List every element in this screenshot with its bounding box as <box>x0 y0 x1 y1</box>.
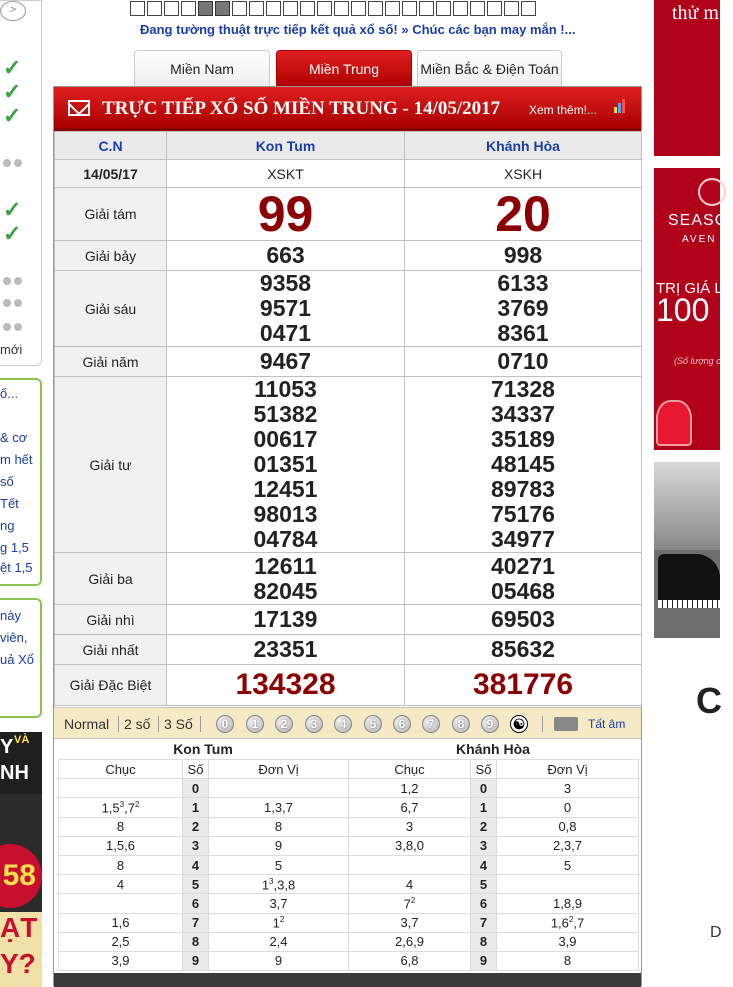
digit-ball-8[interactable]: 8 <box>452 715 470 733</box>
pager-square[interactable] <box>249 1 264 16</box>
chart-icon[interactable] <box>614 99 626 113</box>
loto-don-vi: 2,3,7 <box>497 836 639 855</box>
prize-value: 9467 <box>167 347 405 377</box>
loto-header-row <box>349 760 639 779</box>
pager-square[interactable] <box>317 1 332 16</box>
results-table <box>54 131 642 706</box>
prize-value: 69503 <box>405 605 642 635</box>
jackpot-value: 134328 <box>167 665 405 706</box>
pager-square[interactable] <box>266 1 281 16</box>
jackpot-value: 381776 <box>405 665 642 706</box>
loto-so: 2 <box>471 817 497 836</box>
pager-square[interactable] <box>521 1 536 16</box>
prize-value: 3769 <box>497 295 549 321</box>
prize-row-g6 <box>55 271 642 347</box>
piano-icon <box>658 554 720 602</box>
loto-chuc: 1,6 <box>59 913 183 932</box>
prize-label: Giải sáu <box>55 271 167 347</box>
prize-value: 663 <box>167 241 405 271</box>
prize-label: Giải ba <box>55 553 167 605</box>
loto-row <box>349 894 639 913</box>
loto-title-khanh-hoa: Khánh Hòa <box>456 741 530 757</box>
pager-square[interactable] <box>300 1 315 16</box>
loto-row <box>59 932 349 951</box>
loto-title-kon-tum: Kon Tum <box>173 741 233 757</box>
ad-text: SEASO <box>668 212 729 229</box>
prize-row-g4 <box>55 377 642 553</box>
pager-square[interactable] <box>147 1 162 16</box>
ad-text: (Số lượng c <box>674 356 721 366</box>
prize-value: 34337 <box>491 401 555 427</box>
pager-square[interactable] <box>402 1 417 16</box>
dots-indicator <box>0 299 25 307</box>
loto-don-vi: 8 <box>497 951 639 970</box>
loto-chuc: 2,5 <box>59 932 183 951</box>
prize-value: 40271 <box>491 552 555 579</box>
ad-text: VÀ <box>14 734 30 746</box>
loto-row <box>59 894 349 913</box>
ad-text: C <box>696 680 722 721</box>
loto-so: 7 <box>183 913 209 932</box>
prize-label: Giải Đặc Biệt <box>55 665 167 706</box>
pager-square[interactable] <box>470 1 485 16</box>
digit-ball-5[interactable]: 5 <box>364 715 382 733</box>
loto-don-vi: 1,8,9 <box>497 894 639 913</box>
pager-square[interactable] <box>385 1 400 16</box>
news-link[interactable]: ệt 1,5 <box>0 560 33 575</box>
col-so: Số <box>183 760 209 779</box>
prize-value: 6133 <box>497 270 549 296</box>
loto-so: 5 <box>183 875 209 894</box>
loto-chuc: 3,9 <box>59 951 183 970</box>
loto-row <box>59 951 349 970</box>
left-menu-box <box>0 0 42 366</box>
ad-text: ẠT <box>0 912 38 943</box>
digit-ball-3[interactable]: 3 <box>305 715 323 733</box>
news-link[interactable]: uả Xổ <box>0 652 34 667</box>
loto-don-vi: 3,9 <box>497 932 639 951</box>
pager-square[interactable] <box>436 1 451 16</box>
toolbar-divider <box>200 716 201 732</box>
pager-square[interactable] <box>164 1 179 16</box>
prize-values <box>405 271 642 347</box>
prize-value: 23351 <box>167 635 405 665</box>
dots-indicator <box>0 159 25 167</box>
loto-don-vi: $1,6^2,7$ <box>497 913 639 932</box>
loto-don-vi: $1^3,3,8$ <box>209 875 349 894</box>
prize-label: Giải nhất <box>55 635 167 665</box>
loto-table-kon-tum <box>58 759 349 971</box>
table-subheader-row <box>55 160 642 188</box>
prize-value: 05468 <box>491 577 555 604</box>
tab-mien-nam[interactable]: Miền Nam <box>134 50 270 86</box>
prize-value: 75176 <box>491 501 555 527</box>
result-pager <box>130 1 538 16</box>
loto-don-vi: 5 <box>497 855 639 874</box>
pager-square[interactable] <box>487 1 502 16</box>
ad-text: D <box>710 924 722 941</box>
col-chuc: Chục <box>59 760 183 779</box>
prize-label: Giải năm <box>55 347 167 377</box>
prize-row-g3 <box>55 553 642 605</box>
loto-chuc: 3 <box>349 817 471 836</box>
ad-footer <box>0 912 42 987</box>
loto-chuc: 8 <box>59 817 183 836</box>
loto-chuc: 6,8 <box>349 951 471 970</box>
loto-so: 0 <box>471 779 497 798</box>
loto-don-vi: $1^2$ <box>209 913 349 932</box>
ad-header <box>0 732 42 794</box>
ad-text: 100 <box>656 292 710 328</box>
pager-square[interactable] <box>453 1 468 16</box>
tab-mien-trung[interactable]: Miền Trung <box>276 50 412 86</box>
prize-value: 01351 <box>253 451 318 477</box>
prize-row-g5 <box>55 347 642 377</box>
loto-so: 2 <box>183 817 209 836</box>
prize-value: 17139 <box>167 605 405 635</box>
prize-value: 9571 <box>259 295 312 321</box>
code-kon-tum: XSKT <box>167 160 405 188</box>
digit-ball-2[interactable]: 2 <box>275 715 293 733</box>
option-3-so[interactable]: 3 Số <box>164 716 193 732</box>
pager-square[interactable] <box>130 1 145 16</box>
loto-row <box>349 855 639 874</box>
option-normal[interactable]: Normal <box>64 716 110 732</box>
loto-so: 8 <box>471 932 497 951</box>
news-link[interactable]: g 1,5 <box>0 540 29 555</box>
loto-row <box>59 779 349 798</box>
check-icon: ✓ <box>3 79 22 104</box>
col-don-vi: Đơn Vị <box>209 760 349 779</box>
loto-don-vi: 2,4 <box>209 932 349 951</box>
left-sidebar <box>0 0 44 987</box>
loto-don-vi <box>497 875 639 894</box>
loto-so: 3 <box>471 836 497 855</box>
loto-chuc <box>59 894 183 913</box>
loto-so: 6 <box>183 894 209 913</box>
loto-chuc: 4 <box>59 875 183 894</box>
prize-value: 8361 <box>497 320 549 346</box>
header-khanh-hoa[interactable]: Khánh Hòa <box>405 132 642 160</box>
col-so: Số <box>471 760 497 779</box>
ad-image <box>654 462 720 550</box>
col-chuc: Chục <box>349 760 471 779</box>
loto-row <box>59 798 349 817</box>
digit-ball-7[interactable]: 7 <box>422 715 440 733</box>
prize-value: 12451 <box>253 476 318 502</box>
filter-toolbar <box>54 707 641 739</box>
loto-chuc: $7^2$ <box>349 894 471 913</box>
prize-row-g7 <box>55 241 642 271</box>
loto-row <box>59 855 349 874</box>
prize-label: Giải tám <box>55 188 167 241</box>
prize-row-g2 <box>55 605 642 635</box>
draw-date: 14/05/17 <box>55 160 167 188</box>
gift-icon <box>656 400 692 446</box>
news-link[interactable]: viên, <box>0 630 28 645</box>
prize-values <box>405 553 642 605</box>
loto-don-vi: 0,8 <box>497 817 639 836</box>
loto-so: 9 <box>471 951 497 970</box>
prize-value: 0471 <box>259 320 312 346</box>
news-link[interactable]: & cơ <box>0 430 28 445</box>
prize-value: 99 <box>167 188 405 241</box>
prize-value: 51382 <box>253 401 318 427</box>
loto-row <box>349 817 639 836</box>
prize-value: 20 <box>405 188 642 241</box>
pager-square[interactable] <box>181 1 196 16</box>
yin-yang-icon[interactable]: ☯ <box>510 715 528 733</box>
loto-don-vi: 0 <box>497 798 639 817</box>
loto-header-row <box>59 760 349 779</box>
right-sidebar <box>654 0 733 987</box>
digit-ball-9[interactable]: 9 <box>481 715 499 733</box>
piano-keys <box>658 600 720 608</box>
prize-values <box>167 271 405 347</box>
loto-row <box>349 875 639 894</box>
loto-so: 8 <box>183 932 209 951</box>
loto-don-vi: 5 <box>209 855 349 874</box>
dots-indicator <box>0 323 25 331</box>
seasons-logo-icon <box>698 178 726 206</box>
loto-so: 5 <box>471 875 497 894</box>
prize-value: 98013 <box>253 501 318 527</box>
loto-row <box>349 913 639 932</box>
left-ad-banner[interactable] <box>0 732 42 987</box>
loto-chuc: 8 <box>59 855 183 874</box>
loto-chuc <box>59 779 183 798</box>
loto-row <box>349 836 639 855</box>
prize-row-g8 <box>55 188 642 241</box>
pager-square[interactable] <box>419 1 434 16</box>
loto-chuc: 4 <box>349 875 471 894</box>
loto-row <box>349 798 639 817</box>
prize-value: 11053 <box>254 376 317 402</box>
news-link[interactable]: ố... <box>0 386 19 401</box>
col-don-vi: Đơn Vị <box>497 760 639 779</box>
toolbar-divider <box>158 716 159 732</box>
prize-label: Giải nhì <box>55 605 167 635</box>
loto-don-vi: 3,7 <box>209 894 349 913</box>
ad-text: thử m <box>672 2 719 24</box>
loto-chuc: 1,2 <box>349 779 471 798</box>
dots-indicator <box>0 277 25 285</box>
panel-header <box>54 87 641 131</box>
prize-value: 82045 <box>253 577 318 604</box>
loto-chuc: 6,7 <box>349 798 471 817</box>
mute-all-link[interactable]: Tất âm <box>588 717 626 731</box>
loto-so: 7 <box>471 913 497 932</box>
loto-row <box>59 875 349 894</box>
pager-square[interactable] <box>368 1 383 16</box>
loto-row <box>349 951 639 970</box>
loto-don-vi: 1,3,7 <box>209 798 349 817</box>
loto-don-vi: 9 <box>209 951 349 970</box>
panel-title: TRỰC TIẾP XỔ SỐ MIỀN TRUNG - 14/05/2017 <box>102 98 501 119</box>
table-header-row <box>55 132 642 160</box>
ad-text: NH <box>0 762 29 784</box>
ad-text: Y? <box>0 948 36 979</box>
ad-badge: 58 <box>0 844 42 908</box>
news-link[interactable]: Tết <box>0 496 19 511</box>
toolbar-divider <box>542 716 543 732</box>
prize-row-db <box>55 665 642 706</box>
prize-values <box>405 377 642 553</box>
loto-row <box>349 779 639 798</box>
prize-label: Giải tư <box>55 377 167 553</box>
prize-value: 04784 <box>253 526 318 552</box>
prize-value: 35189 <box>491 426 555 452</box>
loto-row <box>59 817 349 836</box>
loto-so: 1 <box>183 798 209 817</box>
prize-values <box>167 553 405 605</box>
loto-table-khanh-hoa <box>348 759 639 971</box>
prize-value: 89783 <box>491 476 555 502</box>
header-kon-tum[interactable]: Kon Tum <box>167 132 405 160</box>
ad-text: AVEN <box>682 234 717 245</box>
prize-row-g1 <box>55 635 642 665</box>
new-label: mới <box>0 342 23 357</box>
prize-label: Giải bảy <box>55 241 167 271</box>
loto-so: 0 <box>183 779 209 798</box>
pager-square[interactable] <box>351 1 366 16</box>
loto-chuc: 3,8,0 <box>349 836 471 855</box>
loto-chuc: 2,6,9 <box>349 932 471 951</box>
loto-so: 6 <box>471 894 497 913</box>
check-icon: ✓ <box>3 221 22 246</box>
loto-chuc: 1,5,6 <box>59 836 183 855</box>
speaker-icon[interactable] <box>554 717 578 731</box>
loto-chuc <box>349 855 471 874</box>
prize-value: 0710 <box>405 347 642 377</box>
loto-don-vi: 3 <box>497 779 639 798</box>
prize-value: 34977 <box>491 526 555 552</box>
loto-row <box>59 913 349 932</box>
code-khanh-hoa: XSKH <box>405 160 642 188</box>
prize-values <box>167 377 405 553</box>
pager-square-active[interactable] <box>198 1 213 16</box>
news-link[interactable]: ng <box>0 518 15 533</box>
loto-don-vi: 8 <box>209 817 349 836</box>
live-marquee[interactable]: Đang tường thuật trực tiếp kết quả xổ số! » Chúc các bạn may mắn !... <box>140 22 576 37</box>
right-ad-seasons[interactable] <box>654 168 733 450</box>
pager-square[interactable] <box>334 1 349 16</box>
loto-so: 1 <box>471 798 497 817</box>
prize-value: 9358 <box>259 270 312 296</box>
loto-chuc: $1,5^3,7^2$ <box>59 798 183 817</box>
right-ad-top[interactable] <box>654 0 720 156</box>
pager-square[interactable] <box>283 1 298 16</box>
loto-so: 4 <box>471 855 497 874</box>
header-cn: C.N <box>55 132 167 160</box>
check-icon: ✓ <box>3 103 22 128</box>
see-more-link[interactable]: Xem thêm!... <box>529 103 598 117</box>
panel-footer <box>54 973 641 987</box>
prize-value: 998 <box>405 241 642 271</box>
right-ad-piano[interactable] <box>654 462 720 638</box>
digit-ball-1[interactable]: 1 <box>246 715 264 733</box>
digit-ball-6[interactable]: 6 <box>393 715 411 733</box>
prize-value: 00617 <box>253 426 318 452</box>
prize-value: 48145 <box>491 451 555 477</box>
toolbar-divider <box>118 716 119 732</box>
ad-text: Y <box>0 736 14 758</box>
prize-value: 85632 <box>405 635 642 665</box>
loto-so: 3 <box>183 836 209 855</box>
pager-square[interactable] <box>504 1 519 16</box>
scroll-arrow-icon[interactable]: > <box>0 1 26 21</box>
result-panel <box>53 86 642 986</box>
loto-so: 4 <box>183 855 209 874</box>
option-2-so[interactable]: 2 số <box>124 716 151 732</box>
check-icon: ✓ <box>3 55 22 80</box>
mail-icon <box>68 100 90 116</box>
news-link[interactable]: này <box>0 608 21 623</box>
loto-so: 9 <box>183 951 209 970</box>
loto-row <box>349 932 639 951</box>
pager-square[interactable] <box>232 1 247 16</box>
loto-don-vi <box>209 779 349 798</box>
ad-text: TRỊ GIÁ LÊ <box>656 280 733 297</box>
pager-square-active[interactable] <box>215 1 230 16</box>
loto-chuc: 3,7 <box>349 913 471 932</box>
news-link[interactable]: m hết <box>0 452 33 467</box>
digit-ball-0[interactable]: 0 <box>216 715 234 733</box>
prize-value: 12611 <box>254 552 317 579</box>
tab-mien-bac-dien-toan[interactable]: Miền Bắc & Điện Toán <box>417 50 562 86</box>
prize-value: 71328 <box>491 376 555 402</box>
check-icon: ✓ <box>3 197 22 222</box>
loto-row <box>59 836 349 855</box>
news-link[interactable]: số <box>0 474 14 489</box>
loto-don-vi: 9 <box>209 836 349 855</box>
digit-ball-4[interactable]: 4 <box>334 715 352 733</box>
